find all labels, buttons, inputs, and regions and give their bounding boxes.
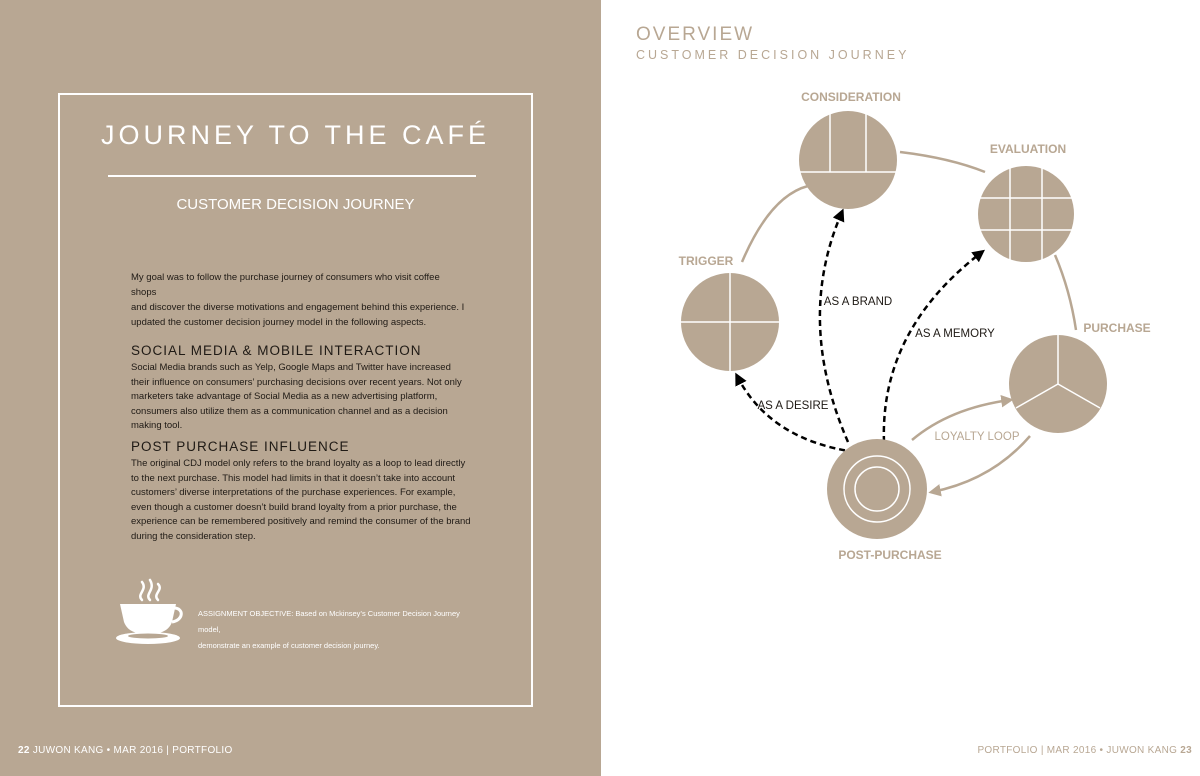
body-line: their influence on consumers’ purchasing decisions over recent years. Not only bbox=[131, 376, 462, 388]
label-loyalty-loop: LOYALTY LOOP bbox=[934, 431, 1020, 443]
body-line: consumers also utilize them as a communication channel and as a decision bbox=[131, 405, 448, 417]
label-post-purchase: POST-PURCHASE bbox=[838, 548, 942, 562]
intro-line: updated the customer decision journey model in the following aspects. bbox=[131, 317, 427, 328]
body-line: making tool. bbox=[131, 420, 183, 431]
intro-paragraph bbox=[131, 270, 467, 330]
assignment-line: demonstrate an example of customer decision journey. bbox=[198, 641, 380, 650]
page-number-right: 23 bbox=[1180, 745, 1192, 756]
footer-left bbox=[18, 745, 233, 756]
section-heading-post-purchase: POST PURCHASE INFLUENCE bbox=[131, 439, 350, 454]
body-line: even though a customer doesn’t build brand loyalty from a prior purchase, the bbox=[131, 501, 457, 513]
label-as-a-brand: AS A BRAND bbox=[823, 296, 893, 308]
page-number-left: 22 bbox=[18, 745, 30, 756]
label-evaluation: EVALUATION bbox=[989, 142, 1067, 156]
arc-consideration-evaluation bbox=[900, 152, 985, 172]
label-as-a-memory: AS A MEMORY bbox=[915, 328, 995, 340]
arc-evaluation-purchase bbox=[1055, 255, 1076, 330]
arrow-as-a-memory bbox=[884, 252, 982, 442]
body-line: Social Media brands such as Yelp, Google Maps and Twitter have increased bbox=[131, 362, 451, 373]
page-subtitle: CUSTOMER DECISION JOURNEY bbox=[176, 196, 415, 213]
label-as-a-desire: AS A DESIRE bbox=[757, 400, 829, 412]
title-divider bbox=[108, 175, 476, 177]
overview-subtitle: CUSTOMER DECISION JOURNEY bbox=[636, 48, 910, 62]
label-consideration: CONSIDERATION bbox=[801, 90, 901, 104]
body-line: customers’ diverse interpretations of the purchase experiences. For example, bbox=[131, 487, 456, 498]
stage-post-purchase bbox=[827, 439, 927, 539]
footer-right-text: PORTFOLIO | MAR 2016 • JUWON KANG bbox=[977, 745, 1181, 756]
intro-line: and discover the diverse motivations and engagement behind this experience. I bbox=[131, 302, 465, 313]
label-purchase: PURCHASE bbox=[1083, 321, 1151, 335]
body-line: The original CDJ model only refers to the brand loyalty as a loop to lead directly bbox=[131, 458, 466, 469]
page-title: JOURNEY TO THE CAFÉ bbox=[100, 120, 491, 150]
stage-evaluation bbox=[978, 166, 1074, 262]
body-line: experience can be remembered positively and remind the consumer of the brand bbox=[131, 516, 471, 527]
loyalty-loop-lower bbox=[932, 436, 1030, 492]
section-body-social-media bbox=[131, 361, 471, 434]
decision-journey-diagram bbox=[601, 0, 1200, 776]
body-line: marketers take advantage of Social Media as a new advertising platform, bbox=[131, 391, 438, 402]
arc-trigger-consideration bbox=[742, 186, 808, 262]
stage-consideration bbox=[799, 111, 897, 209]
stage-purchase bbox=[1009, 335, 1107, 433]
body-line: to the next purchase. This model had limits in that it doesn’t take into account bbox=[131, 472, 456, 484]
section-body-post-purchase bbox=[131, 457, 471, 544]
assignment-line: ASSIGNMENT OBJECTIVE: Based on Mckinsey’s Customer Decision Journey model, bbox=[198, 609, 460, 634]
arrow-as-a-desire bbox=[737, 376, 855, 452]
assignment-objective bbox=[198, 606, 483, 654]
footer-left-text: JUWON KANG • MAR 2016 | PORTFOLIO bbox=[29, 745, 233, 756]
label-trigger: TRIGGER bbox=[678, 254, 734, 268]
coffee-cup-icon bbox=[112, 572, 184, 646]
stage-trigger bbox=[681, 273, 779, 371]
section-heading-social-media: SOCIAL MEDIA & MOBILE INTERACTION bbox=[131, 343, 422, 358]
intro-line: My goal was to follow the purchase journey of consumers who visit coffee shops bbox=[131, 272, 440, 298]
body-line: during the consideration step. bbox=[131, 530, 256, 542]
footer-right bbox=[977, 745, 1192, 756]
overview-title: OVERVIEW bbox=[636, 24, 755, 45]
